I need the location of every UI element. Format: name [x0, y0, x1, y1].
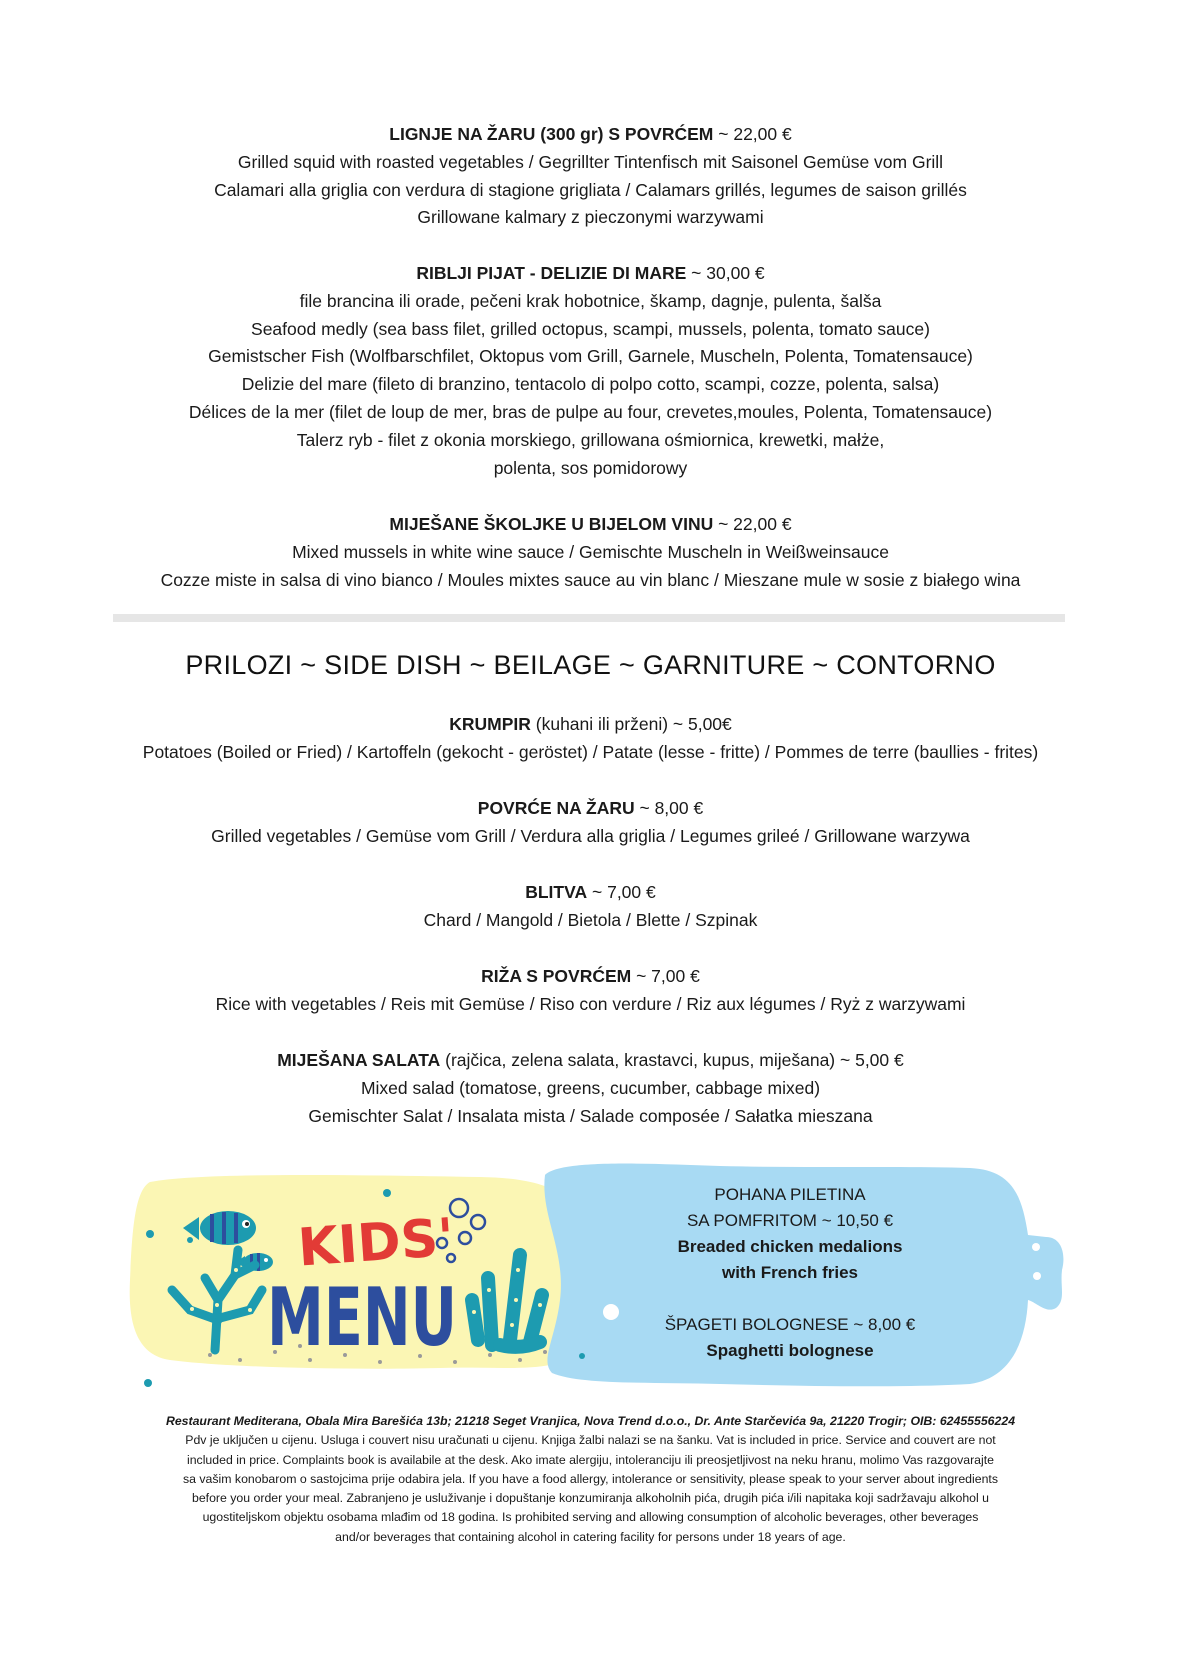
kids-item-name: SA POMFRITOM ~ 10,50 €	[686, 1211, 894, 1230]
dish-description: Talerz ryb - filet z okonia morskiego, grillowana ośmiornica, krewetki, małże,	[296, 429, 885, 450]
kids-item-name: POHANA PILETINA	[714, 1185, 866, 1204]
dish-price: ~ 5,00€	[668, 714, 732, 734]
bubble-icon	[1033, 1272, 1041, 1280]
dish-name: LIGNJE NA ŽARU (300 gr) S POVRĆEM	[389, 124, 714, 144]
kids-item-chicken	[612, 1182, 968, 1286]
dish-name: KRUMPIR	[449, 714, 531, 734]
kids-item-name: ŠPAGETI BOLOGNESE ~ 8,00 €	[664, 1315, 916, 1334]
kids-item-description: with French fries	[721, 1263, 859, 1282]
dish-name: RIŽA S POVRĆEM	[481, 966, 632, 986]
dish-description: Cozze miste in salsa di vino bianco / Moules mixtes sauce au vin blanc / Mieszane mule w sosie z białego wina	[160, 569, 1021, 590]
dish-price: ~ 30,00 €	[686, 263, 765, 283]
dish-price: ~ 22,00 €	[713, 514, 792, 534]
footer-line: and/or beverages that containing alcohol in catering facility for persons under 18 years of age.	[335, 1529, 846, 1544]
dish-description: Delizie del mare (fileto di branzino, tentacolo di polpo cotto, scampi, cozze, polenta, salsa)	[241, 374, 940, 395]
dish-name: MIJEŠANE ŠKOLJKE U BIJELOM VINU	[389, 514, 714, 534]
footer-line: sa vašim konobarom o sastojcima prije odabira jela. If you have a food allergy, intolerance or sensitivity, please speak to your server about ingredients	[183, 1471, 998, 1486]
dish-price: ~ 5,00 €	[835, 1050, 904, 1070]
dish-description: Gemistscher Fish (Wolfbarschfilet, Oktopus vom Grill, Garnele, Muscheln, Polenta, Tomatensauce)	[208, 346, 973, 367]
dish-description: Seafood medly (sea bass filet, grilled octopus, scampi, mussels, polenta, tomato sauce)	[251, 318, 930, 339]
dish-note: (kuhani ili prženi)	[530, 714, 669, 734]
dish-description: Grilled vegetables / Gemüse vom Grill / Verdura alla griglia / Legumes grileé / Grillowane warzywa	[211, 825, 970, 846]
footer-line: included in price. Complaints book is availabile at the desk. Ako imate alergiju, intoleranciju ili preosjetljivost na neku hranu, molimo Vas razgovarajte	[186, 1452, 994, 1467]
dish-price: ~ 7,00 €	[631, 966, 700, 986]
dish-price: ~ 22,00 €	[713, 124, 792, 144]
dish-description: Chard / Mangold / Bietola / Blette / Szpinak	[423, 909, 758, 930]
dish-name: MIJEŠANA SALATA	[277, 1050, 441, 1070]
dish-note: (rajčica, zelena salata, krastavci, kupus, miješana)	[440, 1050, 836, 1070]
dish-description: Potatoes (Boiled or Fried) / Kartoffeln (gekocht - geröstet) / Patate (lesse - fritte) / Pommes de terre (baullies - frites)	[142, 741, 1039, 762]
dish-description: polenta, sos pomidorowy	[493, 457, 688, 478]
footer-line: Pdv je uključen u cijenu. Usluga i couvert nisu uračunati u cijenu. Knjiga žalbi nalazi se na šanku. Vat is included in price. Service and couvert are not	[185, 1433, 996, 1448]
dish-description: Mixed mussels in white wine sauce / Gemischte Muscheln in Weißweinsauce	[292, 541, 889, 562]
kids-item-spaghetti	[612, 1312, 968, 1364]
footer-line: before you order your meal. Zabranjeno je usluživanje i dopuštanje konzumiranja alkoholnih pića, drugih pića i/ili napitaka koji sadržavaju alkohol u	[191, 1491, 990, 1506]
footer-address: Restaurant Mediterana, Obala Mira Barešića 13b; 21218 Seget Vranjica, Nova Trend d.o.o., Dr. Ante Starčevića 9a, 21220 Trogir; OIB: 62455556224	[165, 1414, 1016, 1428]
kids-item-description: Breaded chicken medalions	[677, 1237, 903, 1256]
dish-name: POVRĆE NA ŽARU	[477, 798, 635, 818]
bubble-icon	[1032, 1243, 1040, 1251]
dish-description: file brancina ili orade, pečeni krak hobotnice, škamp, dagnje, pulenta, šalša	[299, 290, 882, 311]
footer-line: ugostiteljskom objektu osobama mlađim od 18 godina. Is prohibited serving and allowing consumption of alcoholic beverages, other beverages	[202, 1510, 979, 1525]
dish-name: RIBLJI PIJAT - DELIZIE DI MARE	[416, 263, 687, 283]
dish-description: Rice with vegetables / Reis mit Gemüse / Riso con verdure / Riz aux légumes / Ryż z warzywami	[215, 993, 966, 1014]
dish-description: Grillowane kalmary z pieczonymi warzywami	[417, 207, 764, 228]
dish-description: Délices de la mer (filet de loup de mer, bras de pulpe au four, crevetes,moules, Polenta, Tomatensauce)	[188, 401, 993, 422]
dish-description: Grilled squid with roasted vegetables / Gegrillter Tintenfisch mit Saisonel Gemüse vom Grill	[237, 151, 944, 172]
menu-logo-word: MENU	[267, 1271, 457, 1364]
side-dish-heading: PRILOZI ~ SIDE DISH ~ BEILAGE ~ GARNITURE ~ CONTORNO	[185, 650, 996, 680]
kids-logo-word: KIDS'	[296, 1207, 457, 1279]
dish-description: Mixed salad (tomatose, greens, cucumber, cabbage mixed)	[360, 1077, 821, 1098]
dish-description: Gemischter Salat / Insalata mista / Salade composée / Sałatka mieszana	[308, 1105, 873, 1126]
dish-description: Calamari alla griglia con verdura di stagione grigliata / Calamars grillés, legumes de saison grillés	[214, 179, 967, 200]
dish-price: ~ 8,00 €	[634, 798, 704, 818]
kids-item-description: Spaghetti bolognese	[706, 1341, 874, 1360]
dish-name: BLITVA	[525, 882, 588, 902]
dish-price: ~ 7,00 €	[587, 882, 656, 902]
footer-legal-notice	[100, 1412, 1081, 1547]
